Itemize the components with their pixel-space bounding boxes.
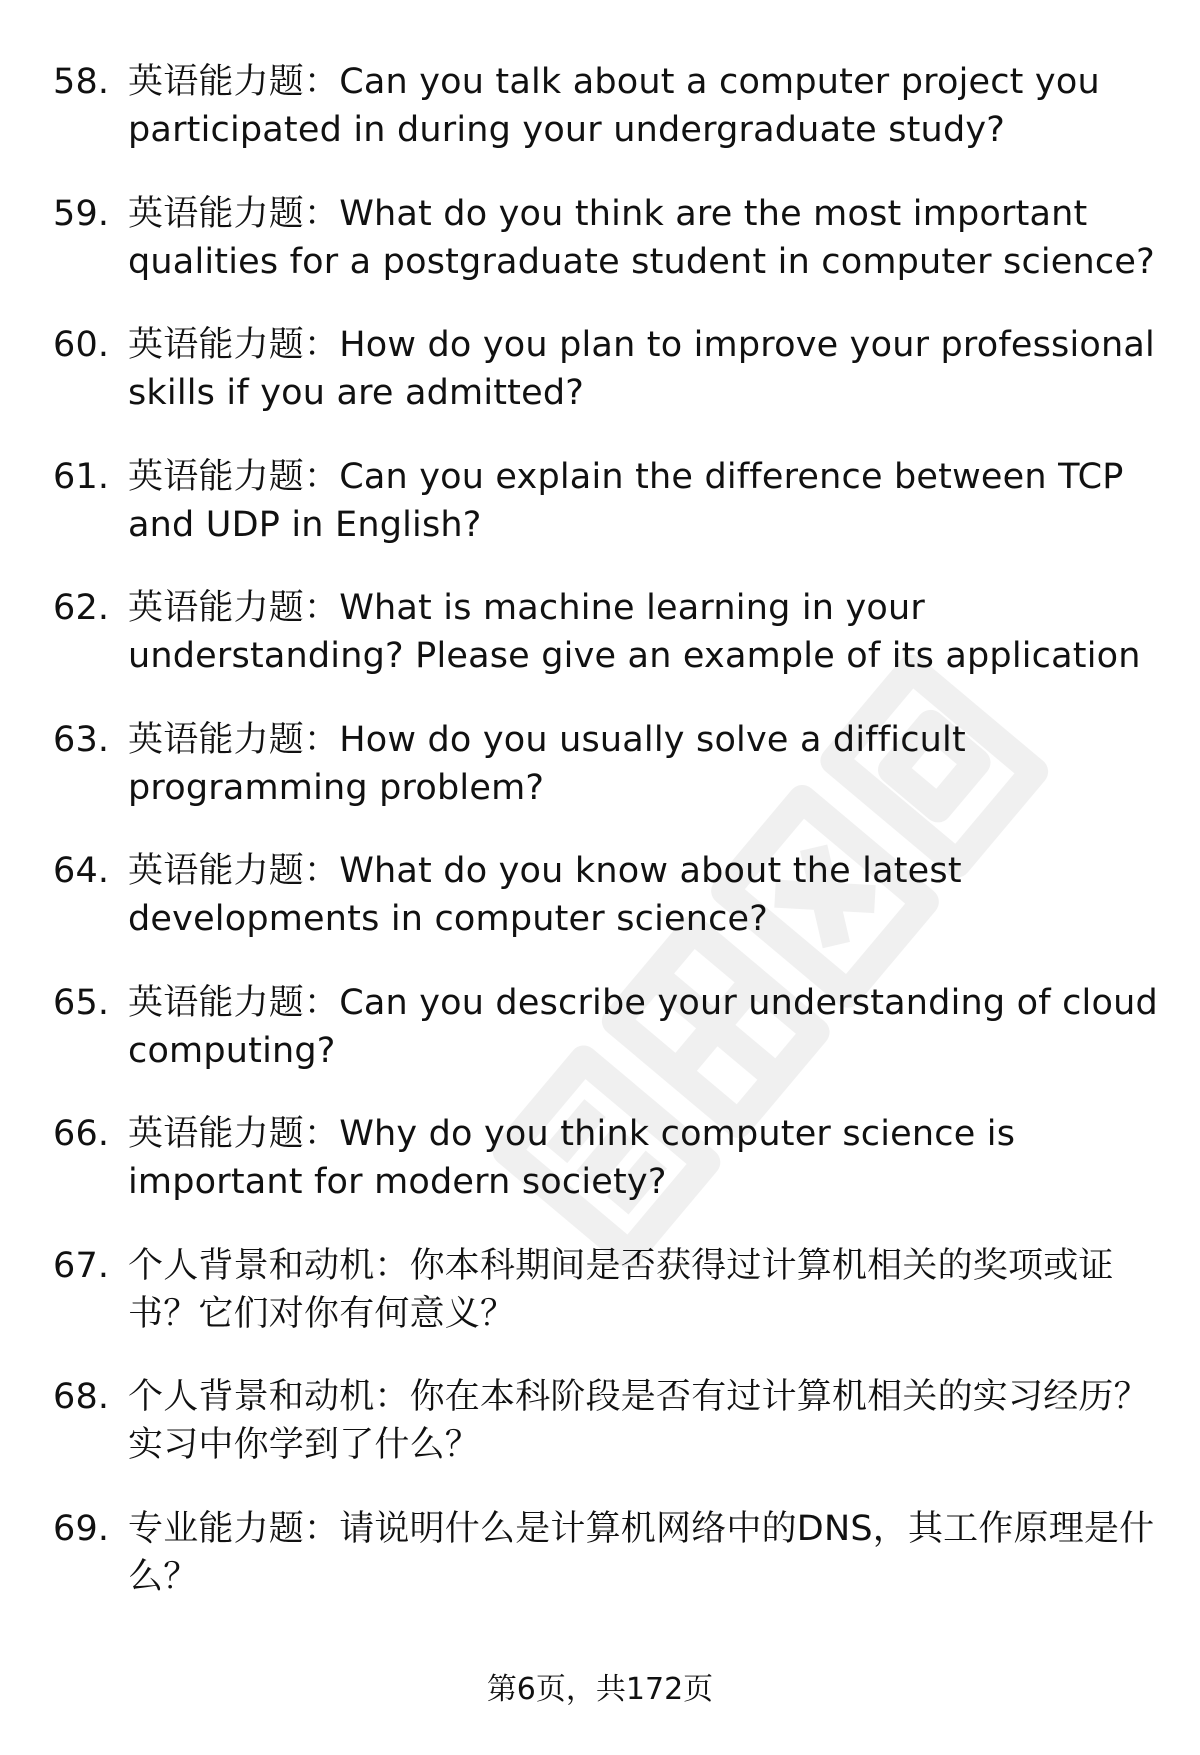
- question-text: 英语能力题：Why do you think computer science is important for modern society?: [128, 1114, 1016, 1202]
- question-item: [50, 847, 1160, 979]
- question-number: 61.: [53, 456, 110, 497]
- question-item: [50, 979, 1160, 1111]
- question-text: 英语能力题：What is machine learning in your understanding? Please give an example of its application: [128, 588, 1141, 676]
- question-number: 58.: [53, 62, 110, 102]
- page-number-footer: 第6页，共172页: [486, 1672, 714, 1707]
- question-list: [50, 58, 1160, 1636]
- question-item: [50, 453, 1160, 585]
- question-text: 英语能力题：Can you describe your understanding of cloud computing?: [128, 982, 1158, 1071]
- question-item: [50, 190, 1160, 322]
- question-number: 60.: [53, 325, 110, 365]
- question-item: [50, 584, 1160, 716]
- question-number: 67.: [53, 1245, 110, 1286]
- question-text: 个人背景和动机：你在本科阶段是否有过计算机相关的实习经历？实习中你学到了什么？: [128, 1377, 1149, 1465]
- question-text: 英语能力题：How do you plan to improve your professional skills if you are admitted?: [128, 325, 1155, 413]
- question-text: 英语能力题：How do you usually solve a difficult programming problem?: [128, 719, 966, 808]
- question-number: 68.: [53, 1377, 110, 1417]
- question-text: 个人背景和动机：你本科期间是否获得过计算机相关的奖项或证书？它们对你有何意义？: [128, 1245, 1114, 1334]
- question-text: 英语能力题：Can you explain the difference between TCP and UDP in English?: [128, 456, 1124, 545]
- question-item: [50, 1373, 1160, 1505]
- question-number: 65.: [53, 982, 110, 1023]
- question-item: [50, 321, 1160, 453]
- question-text: 英语能力题：What do you know about the latest developments in computer science?: [128, 851, 962, 939]
- question-item: [50, 716, 1160, 848]
- question-text: 专业能力题：请说明什么是计算机网络中的DNS，其工作原理是什么？: [128, 1508, 1155, 1597]
- question-number: 69.: [53, 1508, 110, 1549]
- question-number: 63.: [53, 719, 110, 760]
- question-number: 59.: [53, 193, 110, 234]
- question-item: [50, 58, 1160, 190]
- question-text: 英语能力题：What do you think are the most important qualities for a postgraduate student in computer science?: [128, 193, 1155, 282]
- question-number: 62.: [53, 588, 110, 628]
- question-number: 66.: [53, 1114, 110, 1154]
- question-item: [50, 1242, 1160, 1374]
- question-item: [50, 1110, 1160, 1242]
- question-item: [50, 1505, 1160, 1637]
- question-text: 英语能力题：Can you talk about a computer project you participated in during your undergraduate study?: [128, 62, 1100, 150]
- question-number: 64.: [53, 851, 110, 891]
